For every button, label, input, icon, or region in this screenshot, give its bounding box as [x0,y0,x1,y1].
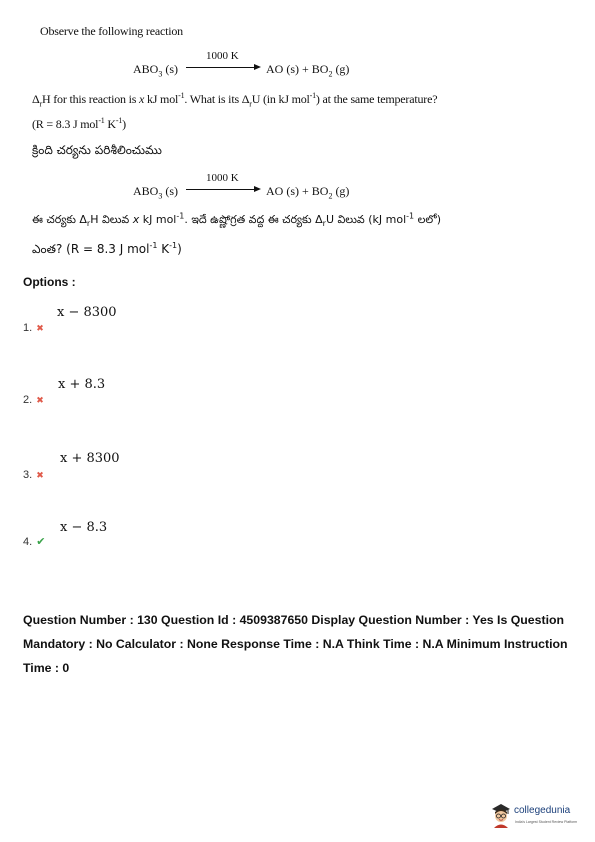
option-4-text: x − 8.3 [60,520,108,535]
option-3-number[interactable]: 3. ✖ [23,469,44,481]
question-metadata: Question Number : 130 Question Id : 4509387650 Display Question Number : Yes Is Question Mandatory : No Calculator : None Response Time : N.A Think Time : N.A Minimum Instruction Time : 0 [23,613,568,675]
wrong-icon: ✖ [36,396,44,406]
option-3-text: x + 8300 [60,451,120,466]
telugu-question: ఈ చర్యకు $\Delta_rH$ విలువ x kJ mol$^{-1}$. ఇదే ఉష్ణోగ్రత వద్ద ఈ చర్యకు $\Delta_rU$ విలువ (kJ mol$^{-1}$ లలో) [32,211,442,229]
reaction-arrow-2 [186,172,262,196]
logo-wordmark: collegedunia [514,805,571,816]
option-4-number[interactable]: 4. ✔ [23,535,46,548]
option-2-text: x + 8.3 [58,377,106,392]
telugu-intro: క్రింది చర్యను పరిశీలించుము [32,143,162,157]
options-title: Options : [23,275,76,289]
option-1-number[interactable]: 1. ✖ [23,322,44,334]
arrow-condition: 1000 K [206,50,239,62]
reactant: $ABO_3$ (s) [133,62,179,79]
question-intro: Observe the following reaction [40,24,183,38]
products: AO $(s) + BO_2$ (g) [266,62,350,79]
gas-constant: (R = 8.3 J mol$^{-1}$ $K^{-1}$) [32,116,126,131]
reaction-arrow [186,50,262,74]
arrow-condition-2: 1000 K [206,172,239,184]
option-1-text: x − 8300 [57,305,117,320]
option-2-number[interactable]: 2. ✖ [23,394,44,406]
collegedunia-mascot-icon [489,800,513,828]
telugu-gas-constant: ఎంత? (R = 8.3 J mol$^{-1}$ $K^{-1}$) [32,241,182,256]
question-text: $\Delta_rH$ for this reaction is x kJ mol$^{-1}$. What is its $\Delta_rU$ (in kJ mol$^{-1}$) at the same temperature? [32,91,438,109]
correct-icon: ✔ [36,535,46,548]
products-2: AO $(s) + BO_2$ (g) [266,184,350,201]
reactant-2: $ABO_3$ (s) [133,184,179,201]
wrong-icon: ✖ [36,471,44,481]
logo-tagline: India's Largest Student Review Platform [515,820,578,824]
wrong-icon: ✖ [36,324,44,334]
